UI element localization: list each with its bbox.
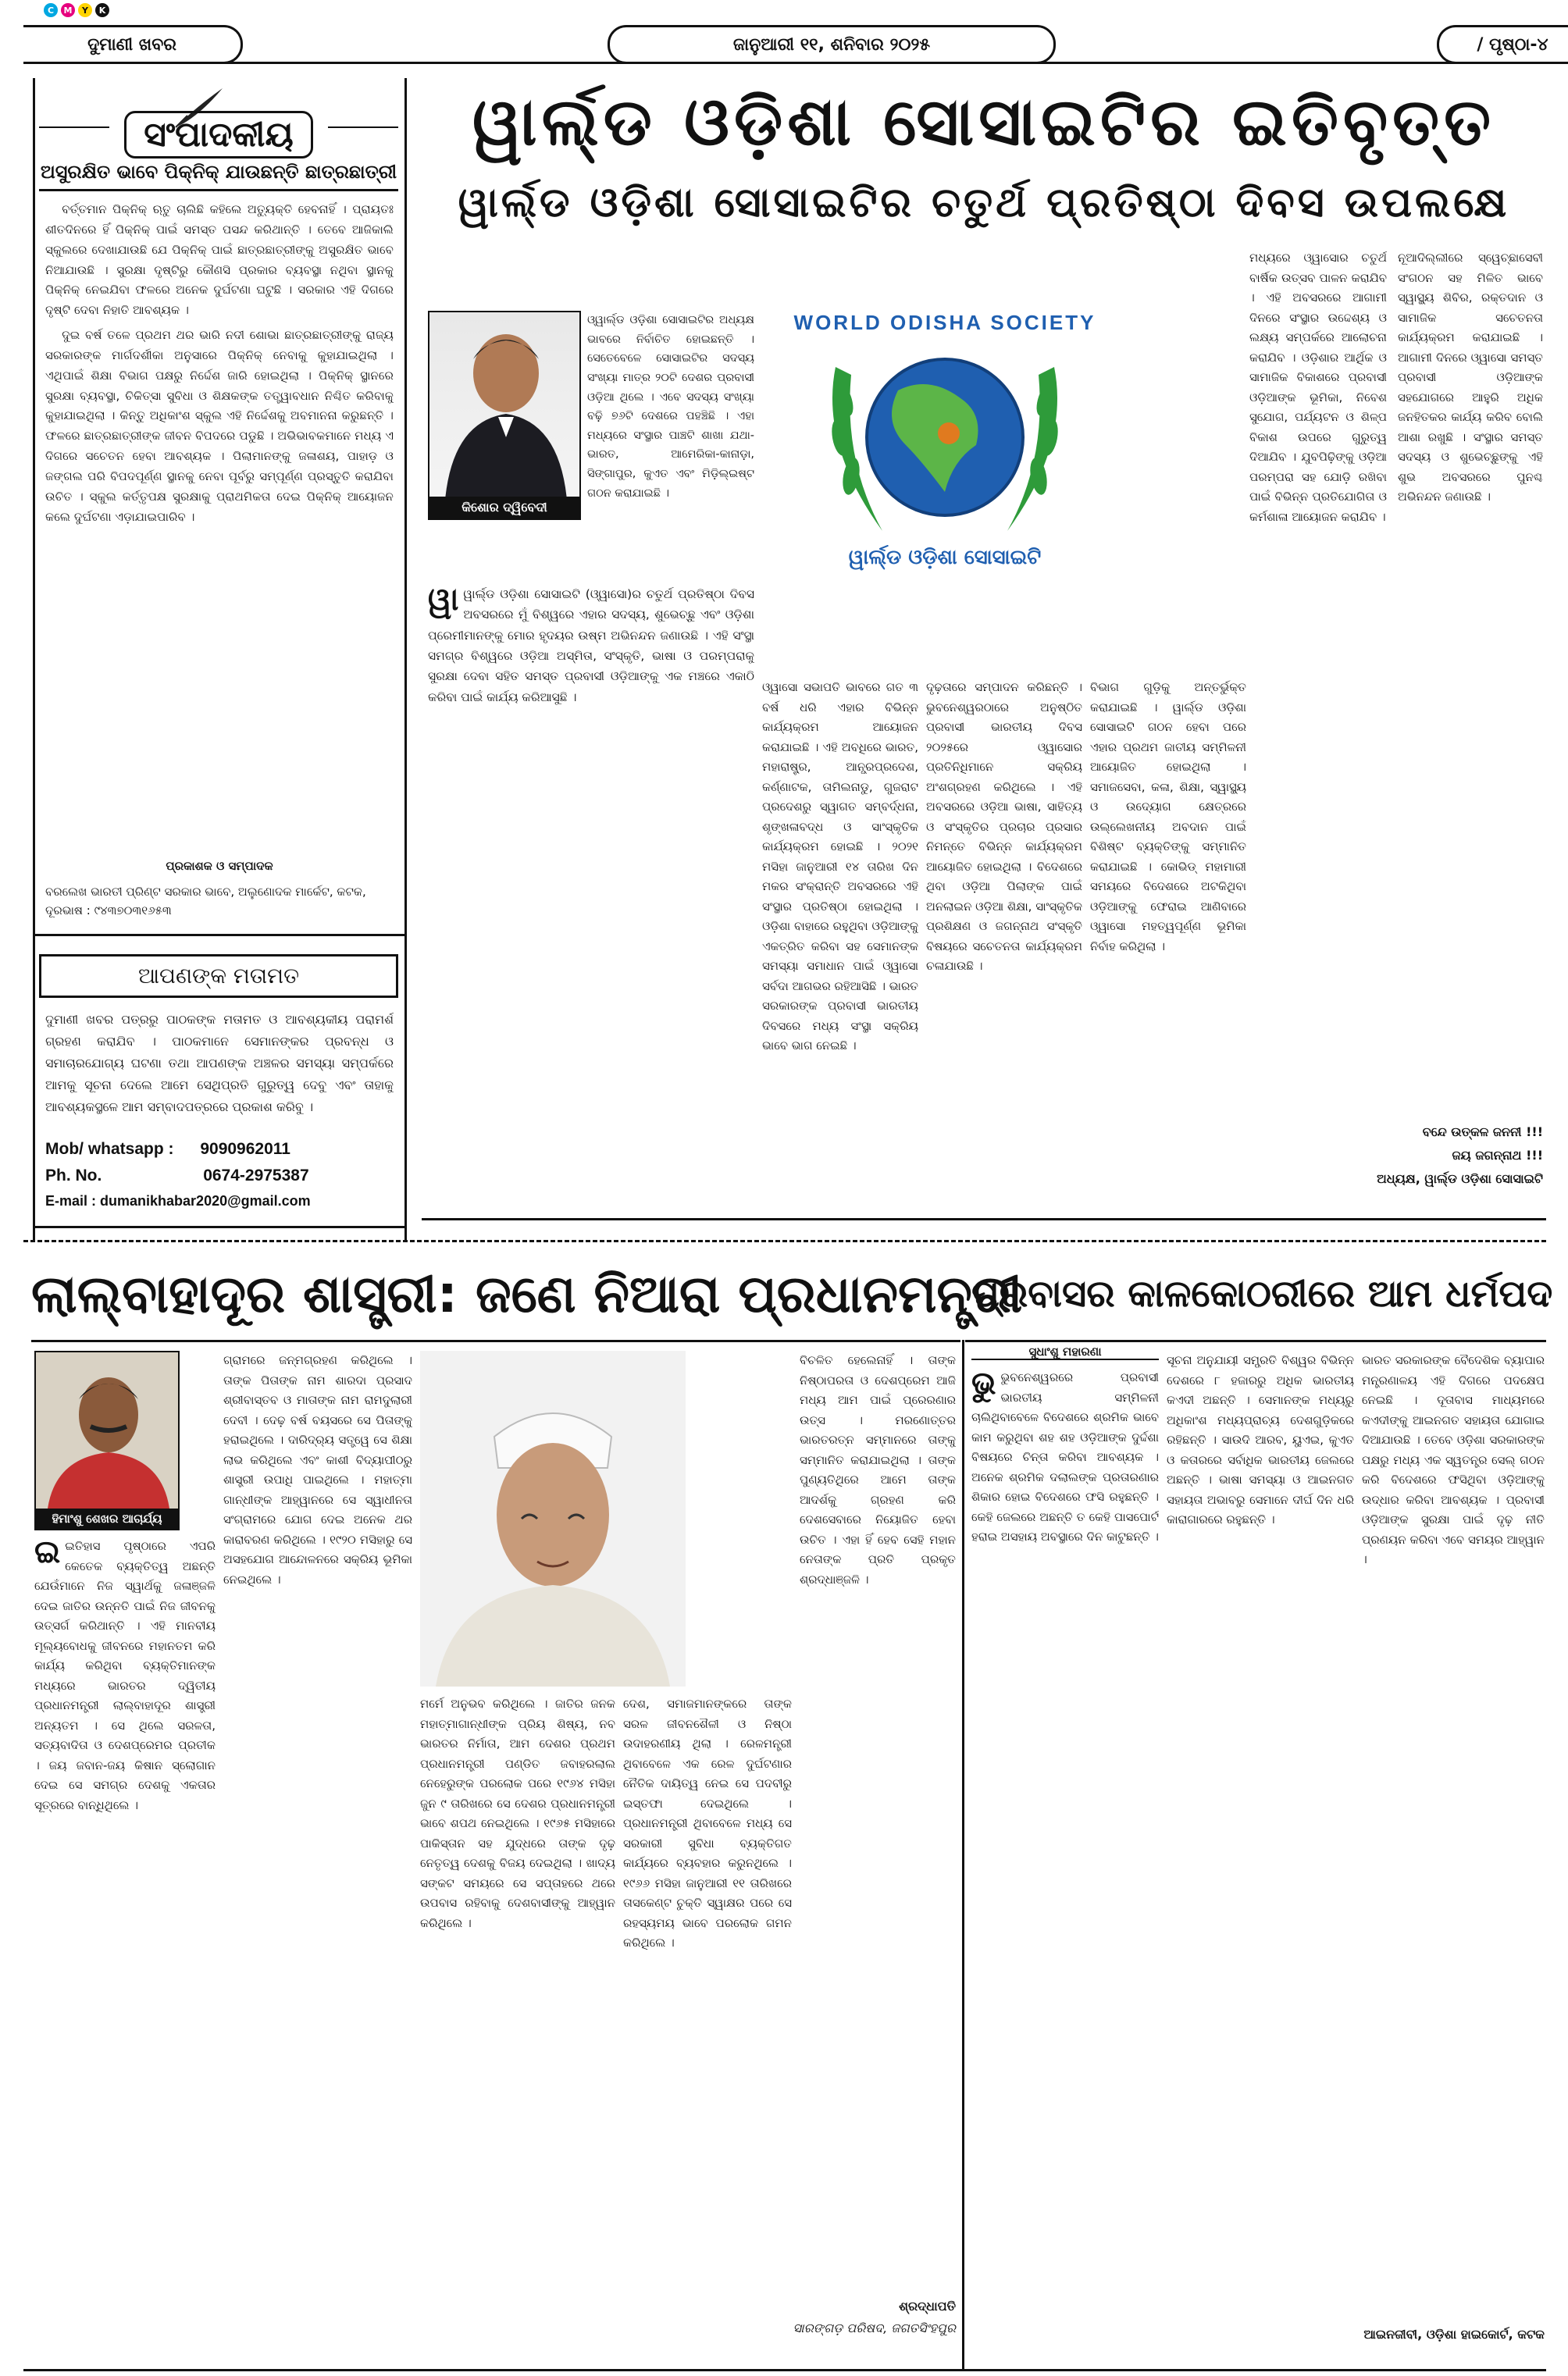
pravas-headline: ପ୍ରବାସର କାଳକୋଠରୀରେ ଆମ ଧର୍ମପଦ <box>971 1272 1553 1316</box>
shastri-sign-2: ସାରଙ୍ଗଡ଼ ପରିଷଦ, ଜଗତସିଂହପୁର <box>793 2321 956 2335</box>
mobile-label: Mob/ whatsapp : <box>45 1140 174 1158</box>
wos-col-3: ଦୃଢ଼ତାରେ ସମ୍ପାଦନ କରିଛନ୍ତି । ଭୁବନେଶ୍ୱରଠାରେ ଅନୁଷ୍ଠିତ ପ୍ରବାସୀ ଭାରତୀୟ ଦିବସ ୨୦୨୫ରେ ଓ୍ୱାସୋର ପ୍ରତିନିଧିମାନେ ସକ୍ରିୟ ଅଂଶଗ୍ରହଣ କରିଥିଲେ । ଏହି ଅବସରରେ ଓଡ଼ିଆ ଭାଷା, ସାହିତ୍ୟ ଓ ସଂସ୍କୃତିର ପ୍ରଚାର ପ୍ରସାର ନିମନ୍ତେ ବିଭିନ୍ନ କାର୍ଯ୍ୟକ୍ରମ ଆୟୋଜିତ ହୋଇଥିଲା । ବିଦେଶରେ ଥିବା ଓଡ଼ିଆ ପିଲାଙ୍କ ପାଇଁ ଅନଲାଇନ ଓଡ଼ିଆ ଶିକ୍ଷା, ସାଂସ୍କୃତିକ ପ୍ରଶିକ୍ଷଣ ଓ ଜଗନ୍ନାଥ ସଂସ୍କୃତି ବିଷୟରେ ସଚେତନତା କାର୍ଯ୍ୟକ୍ରମ ଚଳାଯାଉଛି । <box>926 680 1082 973</box>
pravas-col-1-text: ଭୁବନେଶ୍ୱରରେ ପ୍ରବାସୀ ଭାରତୀୟ ସମ୍ମିଳନୀ ଚାଲିଥିବାବେଳେ ବିଦେଶରେ ଶ୍ରମିକ ଭାବେ କାମ କରୁଥିବା ଶହ ଶହ ଓଡ଼ିଆଙ୍କ ଦୁର୍ଦ୍ଦଶା ବିଷୟରେ ଚିନ୍ତା କରିବା ଆବଶ୍ୟକ । ଅନେକ ଶ୍ରମିକ ଦଲାଲଙ୍କ ପ୍ରତାରଣାର ଶିକାର ହୋଇ ବିଦେଶରେ ଫସି ରହୁଛନ୍ତି । କେହି ଜେଲରେ ଅଛନ୍ତି ତ କେହି ପାସପୋର୍ଟ ହରାଇ ଅସହାୟ ଅବସ୍ଥାରେ ଦିନ କାଟୁଛନ୍ତି । <box>971 1370 1159 1544</box>
opinion-email <box>45 1193 394 1209</box>
shastri-col-2: ଗ୍ରାମରେ ଜନ୍ମଗ୍ରହଣ କରିଥିଲେ । ତାଙ୍କ ପିତାଙ୍କ ନାମ ଶାରଦା ପ୍ରସାଦ ଶ୍ରୀବାସ୍ତବ ଓ ମାତାଙ୍କ ନାମ ରାମଦୁଲାରୀ ଦେବୀ । ଦେଢ଼ ବର୍ଷ ବୟସରେ ସେ ପିତାଙ୍କୁ ହରାଇଥିଲେ । ଦାରିଦ୍ର୍ୟ ସତ୍ତ୍ୱେ ସେ ଶିକ୍ଷା ଲାଭ କରିଥିଲେ ଏବଂ କାଶୀ ବିଦ୍ୟାପୀଠରୁ ଶାସ୍ତ୍ରୀ ଉପାଧି ପାଇଥିଲେ । ମହାତ୍ମା ଗାନ୍ଧୀଙ୍କ ଆହ୍ୱାନରେ ସେ ସ୍ୱାଧୀନତା ସଂଗ୍ରାମରେ ଯୋଗ ଦେଇ ଅନେକ ଥର କାରାବରଣ କରିଥିଲେ । ୧୯୨୦ ମସିହାରୁ ସେ ଅସହଯୋଗ ଆନ୍ଦୋଳନରେ ସକ୍ରିୟ ଭୂମିକା ନେଇଥିଲେ । <box>223 1353 412 1587</box>
left-col-bottom-rule <box>33 1226 407 1228</box>
logo-top-text: WORLD ODISHA SOCIETY <box>793 311 1096 334</box>
phone-number: 0674-2975387 <box>203 1167 309 1184</box>
pravas-col-1 <box>971 1368 1159 2364</box>
cmyk-y: Y <box>78 3 92 17</box>
email-address[interactable]: dumanikhabar2020@gmail.com <box>100 1193 311 1209</box>
opinion-text: ଦୁମାଣୀ ଖବର ପତ୍ରରୁ ପାଠକଙ୍କ ମତାମତ ଓ ଆବଶ୍ୟକୀୟ ପରାମର୍ଶ ଗ୍ରହଣ କରାଯିବ । ପାଠକମାନେ ସେମାନଙ୍କର ପ୍ରବନ୍ଧ ଓ ସମାଚାରଯୋଗ୍ୟ ଘଟଣା ତଥା ଆପଣଙ୍କ ଅଞ୍ଚଳର ସମସ୍ୟା ସମ୍ପର୍କରେ ଆମକୁ ସୂଚନା ଦେଲେ ଆମେ ସେଥିପ୍ରତି ଗୁରୁତ୍ୱ ଦେବୁ ଏବଂ ତାହାକୁ ଆବଶ୍ୟକସ୍ଥଳେ ଆମ ସମ୍ବାଦପତ୍ରରେ ପ୍ରକାଶ କରିବୁ । <box>45 1012 394 1114</box>
shastri-headline: ଲାଲ୍‌ବାହାଦୂର ଶାସ୍ତ୍ରୀ: ଜଣେ ନିଆରା ପ୍ରଧାନମନ୍ତ୍ରୀ <box>31 1264 1023 1324</box>
editorial-para-1: ବର୍ତ୍ତମାନ ପିକ୍‌ନିକ୍ ଋତୁ ଚାଲିଛି କହିଲେ ଅତ୍ୟୁକ୍ତି ହେବନାହିଁ । ପ୍ରାୟତଃ ଶୀତଦିନରେ ହିଁ ପିକ୍‌ନିକ୍ ପାଇଁ ସମସ୍ତ ପସନ୍ଦ କରିଥାନ୍ତି । ତେବେ ଆଜିକାଲି ସ୍କୁଲରେ ଦେଖାଯାଉଛି ଯେ ପିକ୍‌ନିକ୍ ପାଇଁ ଛାତ୍ରଛାତ୍ରୀଙ୍କୁ ଅସୁରକ୍ଷିତ ଭାବେ ନିଆଯାଉଛି । ସୁରକ୍ଷା ଦୃଷ୍ଟିରୁ କୌଣସି ପ୍ରକାର ବ୍ୟବସ୍ଥା ନଥିବା ସ୍ଥାନକୁ ପିକ୍‌ନିକ୍ ନେଇଯିବା ଫଳରେ ଅନେକ ଦୁର୍ଘଟଣା ଘଟୁଛି । ସରକାର ଏହି ଦିଗରେ ଦୃଷ୍ଟି ଦେବା ନିହାତି ଆବଶ୍ୟକ । <box>45 202 394 318</box>
page-number: / ପୃଷ୍ଠା-୪ <box>1437 25 1568 64</box>
pravas-drop-cap: ଭୁ <box>971 1368 996 1402</box>
cmyk-c: C <box>44 3 58 17</box>
editorial-body <box>45 200 394 684</box>
shastri-portrait-icon <box>420 1351 686 1687</box>
wos-closing-2: ଜୟ ଜଗନ୍ନାଥ !!! <box>1452 1148 1543 1163</box>
mobile-number: 9090962011 <box>200 1140 290 1158</box>
wos-sign: ଅଧ୍ୟକ୍ଷ, ୱାର୍ଲ୍ଡ ଓଡ଼ିଶା ସୋସାଇଟି <box>1377 1171 1543 1186</box>
wos-col-5: ମଧ୍ୟରେ ଓ୍ୱାସୋର ଚତୁର୍ଥ ବାର୍ଷିକ ଉତ୍ସବ ପାଳନ କରାଯିବ । ଏହି ଅବସରରେ ଆଗାମୀ ଦିନରେ ସଂସ୍ଥାର ଉଦ୍ଦେଶ୍ୟ ଓ ଲକ୍ଷ୍ୟ ସମ୍ପର୍କରେ ଆଲୋଚନା କରାଯିବ । ଓଡ଼ିଶାର ଆର୍ଥିକ ଓ ସାମାଜିକ ବିକାଶରେ ପ୍ରବାସୀ ଓଡ଼ିଆଙ୍କ ଭୂମିକା, ନିବେଶ ସୁଯୋଗ, ପର୍ଯ୍ୟଟନ ଓ ଶିଳ୍ପ ବିକାଶ ଉପରେ ଗୁରୁତ୍ୱ ଦିଆଯିବ । ଯୁବପିଢ଼ିଙ୍କୁ ଓଡ଼ିଆ ପରମ୍ପରା ସହ ଯୋଡ଼ି ରଖିବା ପାଇଁ ବିଭିନ୍ନ ପ୍ରତିଯୋଗିତା ଓ କର୍ମଶାଳା ଆୟୋଜନ କରାଯିବ । <box>1249 251 1387 524</box>
drop-cap: ୱା <box>428 584 459 618</box>
masthead-line-left <box>39 126 109 128</box>
editorial-sign-label: ପ୍ରକାଶକ ଓ ସମ୍ପାଦକ <box>166 859 273 873</box>
author-caption: ହିମାଂଶୁ ଶେଖର ଆଚାର୍ଯ୍ୟ <box>36 1509 178 1529</box>
page-bottom-rule <box>23 2369 1546 2371</box>
shastri-col-3: ମର୍ମେ ଅନୁଭବ କରିଥିଲେ । ଜାତିର ଜନକ ମହାତ୍ମାଗାନ୍ଧୀଙ୍କ ପ୍ରିୟ ଶିଷ୍ୟ, ନବ ଭାରତର ନିର୍ମାତା, ଆମ ଦେଶର ପ୍ରଥମ ପ୍ରଧାନମନ୍ତ୍ରୀ ପଣ୍ଡିତ ଜବାହରଲାଲ ନେହେରୁଙ୍କ ପରଲୋକ ପରେ ୧୯୬୪ ମସିହା ଜୁନ ୯ ତାରିଖରେ ସେ ଦେଶର ପ୍ରଧାନମନ୍ତ୍ରୀ ଭାବେ ଶପଥ ନେଇଥିଲେ । ୧୯୬୫ ମସିହାରେ ପାକିସ୍ତାନ ସହ ଯୁଦ୍ଧରେ ତାଙ୍କ ଦୃଢ଼ ନେତୃତ୍ୱ ଦେଶକୁ ବିଜୟ ଦେଇଥିଲା । ଖାଦ୍ୟ ସଙ୍କଟ ସମୟରେ ସେ ସପ୍ତାହରେ ଥରେ ଉପବାସ ରହିବାକୁ ଦେଶବାସୀଙ୍କୁ ଆହ୍ୱାନ କରିଥିଲେ । <box>420 1697 615 1930</box>
shastri-drop-cap: ଇ <box>34 1537 61 1570</box>
wos-col-1b <box>428 584 754 1193</box>
shastri-photo <box>420 1351 686 1687</box>
shastri-right-rule <box>962 1340 964 2371</box>
editorial-address: ବରଲେଖ ଭାରତୀ ପ୍ରିଣ୍ଟ ସରକାର ଭାବେ, ଅଲୁଣୋଦକ ମାର୍କେଟ, କଟକ, ଦୂରଭାଷ : ୯୪୩୭୦୩୧୬୫୩ <box>45 885 366 917</box>
opinion-title: ଆପଣଙ୍କ ମତାମତ <box>39 954 398 998</box>
portrait-icon <box>429 312 581 500</box>
email-label: E-mail : <box>45 1193 97 1209</box>
wos-subheadline: ୱାର୍ଲ୍ଡ ଓଡ଼ିଶା ସୋସାଇଟିର ଚତୁର୍ଥ ପ୍ରତିଷ୍ଠା ଦିବସ ଉପଲକ୍ଷେ <box>458 180 1510 226</box>
editorial-subtitle: ଅସୁରକ୍ଷିତ ଭାବେ ପିକ୍‌ନିକ୍ ଯାଉଛନ୍ତି ଛାତ୍ରଛାତ୍ରୀ <box>39 161 398 191</box>
editorial-title: ସଂପାଦକୀୟ <box>124 111 313 159</box>
opinion-mobile <box>45 1140 394 1159</box>
pravas-head-rule <box>965 1340 1546 1342</box>
author-photo <box>34 1351 180 1530</box>
cmyk-k: K <box>95 3 109 17</box>
left-col-border-l <box>33 78 35 1241</box>
masthead-line-right <box>328 126 398 128</box>
globe-logo-icon <box>789 305 1101 586</box>
wos-headline: ୱାର୍ଲ୍ଡ ଓଡ଼ିଶା ସୋସାଇଟିର ଇତିବୃତ୍ତ <box>472 84 1495 160</box>
pravas-col-2: ସୂଚନା ଅନୁଯାୟୀ ସମ୍ପ୍ରତି ବିଶ୍ୱର ବିଭିନ୍ନ ଦେଶରେ ୮ ହଜାରରୁ ଅଧିକ ଭାରତୀୟ କଏଦୀ ଅଛନ୍ତି । ସେମାନଙ୍କ ମଧ୍ୟରୁ ଅଧିକାଂଶ ମଧ୍ୟପ୍ରାଚ୍ୟ ଦେଶଗୁଡ଼ିକରେ ରହିଛନ୍ତି । ସାଉଦି ଆରବ, ୟୁଏଇ, କୁଏତ ଓ କତାରରେ ସର୍ବାଧିକ ଭାରତୀୟ ଜେଲରେ ଅଛନ୍ତି । ଭାଷା ସମସ୍ୟା ଓ ଆଇନଗତ ସହାୟତା ଅଭାବରୁ ସେମାନେ ଦୀର୍ଘ ଦିନ ଧରି କାରାଗାରରେ ରହୁଛନ୍ତି । <box>1167 1353 1354 1526</box>
cmyk-marks <box>44 3 109 17</box>
shastri-col-1-text: ଇତିହାସ ପୃଷ୍ଠାରେ ଏପରି କେତେକ ବ୍ୟକ୍ତିତ୍ୱ ଅଛନ୍ତି ଯେଉଁମାନେ ନିଜ ସ୍ୱାର୍ଥକୁ ଜଳାଞ୍ଜଳି ଦେଇ ଜାତିର ଉନ୍ନତି ପାଇଁ ନିଜ ଜୀବନକୁ ଉତ୍ସର୍ଗ କରିଥାନ୍ତି । ଏହି ମାନବୀୟ ମୂଲ୍ୟବୋଧକୁ ଜୀବନରେ ମହାନତମ କରି କାର୍ଯ୍ୟ କରିଥିବା ବ୍ୟକ୍ତିମାନଙ୍କ ମଧ୍ୟରେ ଭାରତର ଦ୍ୱିତୀୟ ପ୍ରଧାନମନ୍ତ୍ରୀ ଲାଲ୍‌ବାହାଦୂର ଶାସ୍ତ୍ରୀ ଅନ୍ୟତମ । ସେ ଥିଲେ ସରଳତା, ସତ୍ୟବାଦିତା ଓ ଦେଶପ୍ରେମର ପ୍ରତୀକ । ଜୟ ଜବାନ-ଜୟ କିଷାନ ସ୍ଲୋଗାନ ଦେଇ ସେ ସମଗ୍ର ଦେଶକୁ ଏକତାର ସୂତ୍ରରେ ବାନ୍ଧିଥିଲେ । <box>34 1539 216 1812</box>
editorial-masthead <box>39 92 398 155</box>
left-col-border-r <box>404 78 407 1241</box>
photo-caption: କିଶୋର ଦ୍ୱିବେଦୀ <box>429 497 579 518</box>
shastri-col-5: ବିଚଳିତ ହେଲେନାହିଁ । ତାଙ୍କ ନିଷ୍ଠାପରତା ଓ ଦେଶପ୍ରେମ ଆଜି ମଧ୍ୟ ଆମ ପାଇଁ ପ୍ରେରଣାର ଉତ୍ସ । ମରଣୋତ୍ତର ଭାରତରତ୍ନ ସମ୍ମାନରେ ତାଙ୍କୁ ସମ୍ମାନିତ କରାଯାଇଥିଲା । ତାଙ୍କ ପୁଣ୍ୟତିଥିରେ ଆମେ ତାଙ୍କ ଆଦର୍ଶକୁ ଗ୍ରହଣ କରି ଦେଶସେବାରେ ନିୟୋଜିତ ହେବା ଉଚିତ । ଏହା ହିଁ ହେବ ସେହି ମହାନ ନେତାଙ୍କ ପ୍ରତି ପ୍ରକୃତ ଶ୍ରଦ୍ଧାଞ୍ଜଳି । <box>800 1353 956 1587</box>
opinion-phone <box>45 1167 394 1185</box>
wos-col-4: ବିଭାଗ ଗୁଡ଼ିକୁ ଅନ୍ତର୍ଭୁକ୍ତ କରାଯାଇଛି । ୱାର୍ଲ୍ଡ ଓଡ଼ିଶା ସୋସାଇଟି ଗଠନ ହେବା ପରେ ଏହାର ପ୍ରଥମ ଜାତୀୟ ସମ୍ମିଳନୀ ଆୟୋଜିତ ହୋଇଥିଲା । ସମାଜସେବା, କଳା, ଶିକ୍ଷା, ସ୍ୱାସ୍ଥ୍ୟ ଓ ଉଦ୍ୟୋଗ କ୍ଷେତ୍ରରେ ଉଲ୍ଲେଖନୀୟ ଅବଦାନ ପାଇଁ ବିଶିଷ୍ଟ ବ୍ୟକ୍ତିଙ୍କୁ ସମ୍ମାନିତ କରାଯାଇଛି । କୋଭିଡ୍ ମହାମାରୀ ସମୟରେ ବିଦେଶରେ ଅଟକିଥିବା ଓଡ଼ିଆଙ୍କୁ ଫେରାଇ ଆଣିବାରେ ଓ୍ୱାସୋ ମହତ୍ୱପୂର୍ଣ୍ଣ ଭୂମିକା ନିର୍ବାହ କରିଥିଲା । <box>1090 680 1246 953</box>
editorial-para-2: ଦୁଇ ବର୍ଷ ତଳେ ପ୍ରଥମ ଥର ଭାରି ନଦୀ ଶୋଭା ଛାତ୍ରଛାତ୍ରୀଙ୍କୁ ରାଜ୍ୟ ସରକାରଙ୍କ ମାର୍ଗଦର୍ଶୀକା ଅନୁସାରେ ପିକ୍‌ନିକ୍ ନେବାକୁ କୁହାଯାଇଥିଲା । ଏଥିପାଇଁ ଶିକ୍ଷା ବିଭାଗ ପକ୍ଷରୁ ନିର୍ଦ୍ଦେଶ ଜାରି ହୋଇଥିଲା । ପିକ୍‌ନିକ୍ ସ୍ଥାନରେ ସୁରକ୍ଷା ବ୍ୟବସ୍ଥା, ଚିକିତ୍ସା ସୁବିଧା ଓ ଶିକ୍ଷକଙ୍କ ତତ୍ତ୍ୱାବଧାନ ନିଶ୍ଚିତ କରିବାକୁ କୁହାଯାଇଥିଲା । କିନ୍ତୁ ଅଧିକାଂଶ ସ୍କୁଲ ଏହି ନିର୍ଦ୍ଦେଶକୁ ଅବମାନନା କରୁଛନ୍ତି । ଫଳରେ ଛାତ୍ରଛାତ୍ରୀଙ୍କ ଜୀବନ ବିପଦରେ ପଡୁଛି । ଅଭିଭାବକମାନେ ମଧ୍ୟ ଏ ଦିଗରେ ସଚେତନ ହେବା ଆବଶ୍ୟକ । ପିଲାମାନଙ୍କୁ ଜଳାଶୟ, ପାହାଡ଼ ଓ ଜଙ୍ଗଲ ପରି ବିପଦପୂର୍ଣ୍ଣ ସ୍ଥାନକୁ ନେବା ପୂର୍ବରୁ ସମ୍ପୂର୍ଣ୍ଣ ପ୍ରସ୍ତୁତି କରାଯିବା ଉଚିତ । ସ୍କୁଲ କର୍ତ୍ତୃପକ୍ଷ ସୁରକ୍ଷାକୁ ପ୍ରାଥମିକତା ଦେଇ ପିକ୍‌ନିକ୍ ଆୟୋଜନ କଲେ ଦୁର୍ଘଟଣା ଏଡ଼ାଯାଇପାରିବ । <box>45 328 394 524</box>
section-divider <box>23 1240 1546 1242</box>
wos-bottom-rule <box>422 1218 1546 1220</box>
shastri-col-4: ଦେଶ, ସମାଜମାନଙ୍କରେ ତାଙ୍କ ସରଳ ଜୀବନଶୈଳୀ ଓ ନିଷ୍ଠା ଉଦାହରଣୀୟ ଥିଲା । ରେଳମନ୍ତ୍ରୀ ଥିବାବେଳେ ଏକ ରେଳ ଦୁର୍ଘଟଣାର ନୈତିକ ଦାୟିତ୍ୱ ନେଇ ସେ ପଦବୀରୁ ଇସ୍ତଫା ଦେଇଥିଲେ । ପ୍ରଧାନମନ୍ତ୍ରୀ ଥିବାବେଳେ ମଧ୍ୟ ସେ ସରକାରୀ ସୁବିଧା ବ୍ୟକ୍ତିଗତ କାର୍ଯ୍ୟରେ ବ୍ୟବହାର କରୁନଥିଲେ । ୧୯୬୬ ମସିହା ଜାନୁଆରୀ ୧୧ ତାରିଖରେ ତାସକେଣ୍ଟ ଚୁକ୍ତି ସ୍ୱାକ୍ଷର ପରେ ସେ ରହସ୍ୟମୟ ଭାବେ ପରଲୋକ ଗମନ କରିଥିଲେ । <box>623 1697 792 1950</box>
paper-name: ଦୁମାଣୀ ଖବର <box>23 25 243 64</box>
author-portrait-icon <box>36 1352 180 1509</box>
wos-col-1b-text: ୱାର୍ଲ୍ଡ ଓଡ଼ିଶା ସୋସାଇଟି (ଓ୍ୱାସୋ)ର ଚତୁର୍ଥ ପ୍ରତିଷ୍ଠା ଦିବସ ଅବସରରେ ମୁଁ ବିଶ୍ୱରେ ଏହାର ସଦସ୍ୟ, ଶୁଭେଚ୍ଛୁ ଏବଂ ଓଡ଼ିଶା ପ୍ରେମୀମାନଙ୍କୁ ମୋର ହୃଦୟର ଉଷ୍ମ ଅଭିନନ୍ଦନ ଜଣାଉଛି । ଏହି ସଂସ୍ଥା ସମଗ୍ର ବିଶ୍ୱରେ ଓଡ଼ିଆ ଅସ୍ମିତା, ସଂସ୍କୃତି, ଭାଷା ଓ ପରମ୍ପରାକୁ ସୁରକ୍ଷା ଦେବା ସହିତ ସମସ୍ତ ପ୍ରବାସୀ ଓଡ଼ିଆଙ୍କୁ ଏକ ମଞ୍ଚରେ ଏକାଠି କରିବା ପାଇଁ କାର୍ଯ୍ୟ କରିଆସୁଛି । <box>428 587 754 704</box>
page-date: ଜାନୁଆରୀ ୧୧, ଶନିବାର ୨୦୨୫ <box>608 25 1056 64</box>
wos-closing-1: ବନ୍ଦେ ଉତ୍କଳ ଜନନୀ !!! <box>1422 1124 1543 1139</box>
editorial-bottom-rule <box>33 934 407 936</box>
wos-col-6: ନୂଆଦିଲ୍ଲୀରେ ସ୍ୱେଚ୍ଛାସେବୀ ସଂଗଠନ ସହ ମିଳିତ ଭାବେ ସ୍ୱାସ୍ଥ୍ୟ ଶିବିର, ରକ୍ତଦାନ ଓ ସାମାଜିକ ସଚେତନତା କାର୍ଯ୍ୟକ୍ରମ କରାଯାଇଛି । ଆଗାମୀ ଦିନରେ ଓ୍ୱାସୋ ସମସ୍ତ ପ୍ରବାସୀ ଓଡ଼ିଆଙ୍କ ସହଯୋଗରେ ଆହୁରି ଅଧିକ ଜନହିତକର କାର୍ଯ୍ୟ କରିବ ବୋଲି ଆଶା ରଖୁଛି । ସଂସ୍ଥାର ସମସ୍ତ ସଦସ୍ୟ ଓ ଶୁଭେଚ୍ଛୁଙ୍କୁ ଏହି ଶୁଭ ଅବସରରେ ପୁନଶ୍ଚ ଅଭିନନ୍ଦନ ଜଣାଉଛି । <box>1398 251 1543 504</box>
wos-logo <box>789 305 1101 586</box>
wos-col-2: ଓ୍ୱାସୋ ସଭାପତି ଭାବରେ ଗତ ୩ ବର୍ଷ ଧରି ଏହାର ବିଭିନ୍ନ କାର୍ଯ୍ୟକ୍ରମ ଆୟୋଜନ କରାଯାଇଛି । ଏହି ଅବଧିରେ ଭାରତ, ମହାରାଷ୍ଟ୍ର, ଆନ୍ଧ୍ରପ୍ରଦେଶ, କର୍ଣ୍ଣାଟକ, ତାମିଲନାଡୁ, ଗୁଜରାଟ ପ୍ରଦେଶରୁ ସ୍ୱାଗତ ସମ୍ବର୍ଦ୍ଧନା, ଶୃଙ୍ଖଳାବଦ୍ଧ ଓ ସାଂସ୍କୃତିକ କାର୍ଯ୍ୟକ୍ରମ ହୋଇଛି । ୨୦୨୧ ମସିହା ଜାନୁଆରୀ ୧୪ ତାରିଖ ଦିନ ମକର ସଂକ୍ରାନ୍ତି ଅବସରରେ ଏହି ସଂସ୍ଥାର ପ୍ରତିଷ୍ଠା ହୋଇଥିଲା । ଓଡ଼ିଶା ବାହାରେ ରହୁଥିବା ଓଡ଼ିଆଙ୍କୁ ଏକତ୍ରିତ କରିବା ସହ ସେମାନଙ୍କ ସମସ୍ୟା ସମାଧାନ ପାଇଁ ଓ୍ୱାସୋ ସର୍ବଦା ଆଗଭର ରହିଆସିଛି । ଭାରତ ସରକାରଙ୍କ ପ୍ରବାସୀ ଭାରତୀୟ ଦିବସରେ ମଧ୍ୟ ସଂସ୍ଥା ସକ୍ରିୟ ଭାବେ ଭାଗ ନେଇଛି । <box>762 680 918 1053</box>
cmyk-m: M <box>61 3 75 17</box>
phone-label: Ph. No. <box>45 1167 102 1184</box>
pravas-sign: ଆଇନଜୀବୀ, ଓଡ଼ିଶା ହାଇକୋର୍ଟ, କଟକ <box>1363 2327 1545 2342</box>
page-header <box>23 22 1546 64</box>
wos-col-1a: ଓ୍ୱାର୍ଲ୍ଡ ଓଡ଼ିଶା ସୋସାଇଟିର ଅଧ୍ୟକ୍ଷ ଭାବରେ ନିର୍ବାଚିତ ହୋଇଛନ୍ତି । ସେତେବେଳେ ସୋସାଇଟିର ସଦସ୍ୟ ସଂଖ୍ୟା ମାତ୍ର ୨୦ଟି ଦେଶର ପ୍ରବାସୀ ଓଡ଼ିଆ ଥିଲେ । ଏବେ ସଦସ୍ୟ ସଂଖ୍ୟା ବଢ଼ି ୭୬ଟି ଦେଶରେ ପହଞ୍ଚିଛି । ଏହା ମଧ୍ୟରେ ସଂସ୍ଥାର ପାଞ୍ଚଟି ଶାଖା ଯଥା- ଭାରତ, ଆମେରିକା-କାନାଡ଼ା, ସିଙ୍ଗାପୁର, କୁଏତ ଏବଂ ମିଡ଼ିଲ୍‌ଇଷ୍ଟ ଗଠନ କରାଯାଇଛି । <box>587 314 754 500</box>
shastri-col-1 <box>34 1537 216 2364</box>
pravas-author: ସୁଧାଂଶୁ ମହାରଣା <box>971 1345 1159 1360</box>
shastri-sign: ଶ୍ରଦ୍ଧାପତି <box>899 2299 956 2314</box>
pravas-col-3: ଭାରତ ସରକାରଙ୍କ ବୈଦେଶିକ ବ୍ୟାପାର ମନ୍ତ୍ରଣାଳୟ ଏହି ଦିଗରେ ପଦକ୍ଷେପ ନେଇଛି । ଦୂତାବାସ ମାଧ୍ୟମରେ କଏଦୀଙ୍କୁ ଆଇନଗତ ସହାୟତା ଯୋଗାଇ ଦିଆଯାଉଛି । ତେବେ ଓଡ଼ିଶା ସରକାରଙ୍କ ପକ୍ଷରୁ ମଧ୍ୟ ଏକ ସ୍ୱତନ୍ତ୍ର ସେଲ୍ ଗଠନ କରି ବିଦେଶରେ ଫସିଥିବା ଓଡ଼ିଆଙ୍କୁ ଉଦ୍ଧାର କରିବା ଆବଶ୍ୟକ । ପ୍ରବାସୀ ଓଡ଼ିଆଙ୍କ ସୁରକ୍ଷା ପାଇଁ ଦୃଢ଼ ନୀତି ପ୍ରଣୟନ କରିବା ଏବେ ସମୟର ଆହ୍ୱାନ । <box>1362 1353 1545 1566</box>
kishore-dwivedi-photo <box>428 311 581 520</box>
shastri-head-rule <box>31 1340 960 1342</box>
logo-bottom-text: ୱାର୍ଲ୍ଡ ଓଡ଼ିଶା ସୋସାଇଟି <box>848 546 1042 569</box>
